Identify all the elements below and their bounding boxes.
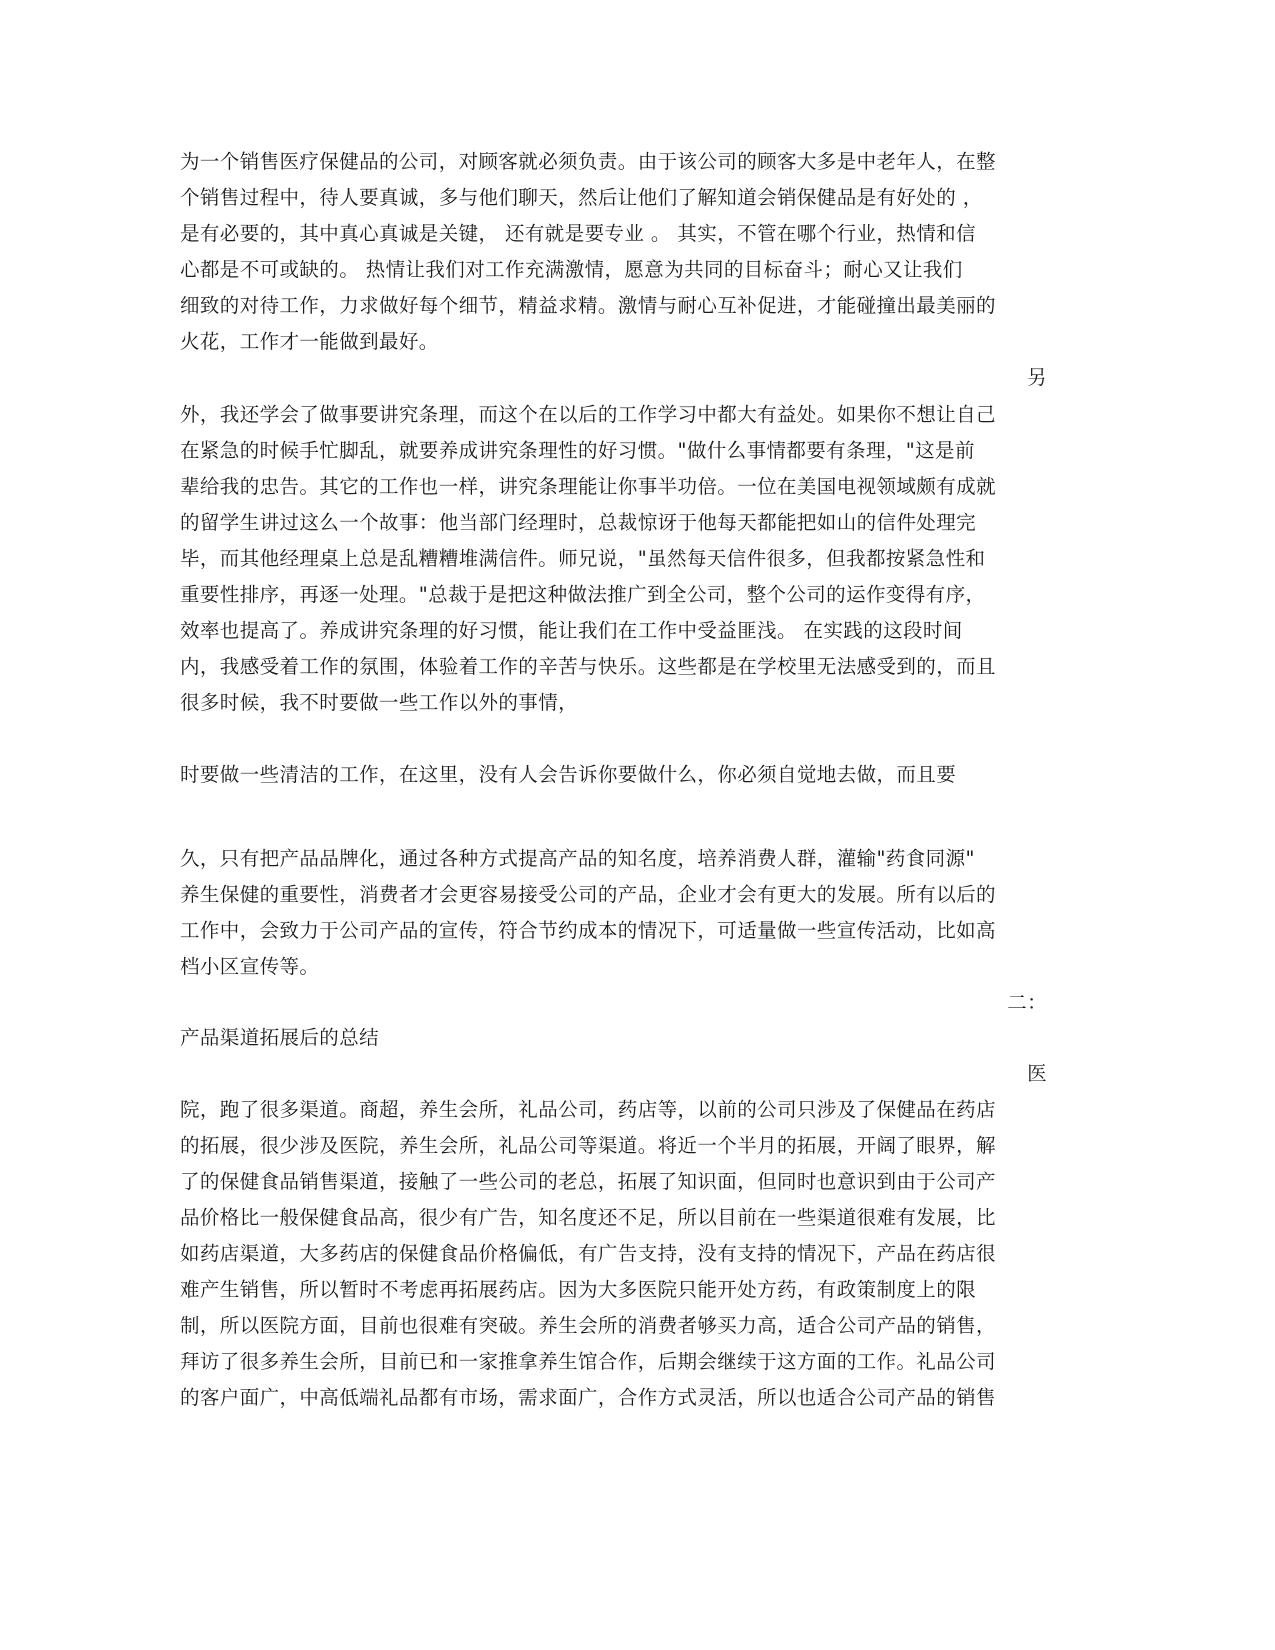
text-line: 档小区宣传等。 [180, 955, 320, 978]
text-line: 很多时候，我不时要做一些工作以外的事情， [180, 691, 579, 714]
text-line: 工作中，会致力于公司产品的宣传，符合节约成本的情况下，可适量做一些宣传活动，比如高 [180, 919, 996, 942]
text-line: 的拓展，很少涉及医院，养生会所，礼品公司等渠道。将近一个半月的拓展，开阔了眼界，解 [180, 1134, 996, 1157]
text-line: 在紧急的时候手忙脚乱，就要养成讲究条理性的好习惯。"做什么事情都要有条理，"这是前 [180, 439, 975, 462]
text-line: 为一个销售医疗保健品的公司，对顾客就必须负责。由于该公司的顾客大多是中老年人，在整 [180, 150, 996, 173]
text-line: 了的保健食品销售渠道，接触了一些公司的老总，拓展了知识面，但同时也意识到由于公司产 [180, 1170, 996, 1193]
paragraph-3: 时要做一些清洁的工作，在这里，没有人会告诉你要做什么，你必须自觉地去做，而且要 [180, 763, 957, 786]
text-line: 细致的对待工作，力求做好每个细节，精益求精。激情与耐心互补促进，才能碰撞出最美丽的 [180, 294, 996, 317]
text-line: 制，所以医院方面，目前也很难有突破。养生会所的消费者够买力高，适合公司产品的销售， [180, 1314, 996, 1337]
text-line: 重要性排序，再逐一处理。"总裁于是把这种做法推广到全公司，整个公司的运作变得有序， [180, 583, 986, 606]
text-line: 辈给我的忠告。其它的工作也一样，讲究条理能让你事半功倍。一位在美国电视领域颇有成就 [180, 475, 996, 498]
text-line: 难产生销售，所以暂时不考虑再拓展药店。因为大多医院只能开处方药，有政策制度上的限 [180, 1278, 977, 1301]
text-line: 养生保健的重要性，消费者才会更容易接受公司的产品，企业才会有更大的发展。所有以后的 [180, 883, 996, 906]
text-line: 久，只有把产品品牌化，通过各种方式提高产品的知名度，培养消费人群，灌输"药食同源" [180, 847, 975, 870]
text-line: 毕，而其他经理桌上总是乱糟糟堆满信件。师兄说，"虽然每天信件很多，但我都按紧急性和 [180, 547, 986, 570]
text-line: 个销售过程中，待人要真诚，多与他们聊天，然后让他们了解知道会销保健品是有好处的 ， [180, 186, 983, 209]
text-line: 是有必要的，其中真心真诚是关键， 还有就是要专业 。 其实，不管在哪个行业，热情和信 [180, 222, 976, 245]
text-line: 如药店渠道，大多药店的保健食品价格偏低，有广告支持，没有支持的情况下，产品在药店很 [180, 1242, 996, 1265]
text-line: 院，跑了很多渠道。商超，养生会所，礼品公司，药店等，以前的公司只涉及了保健品在药店 [180, 1098, 996, 1121]
text-line: 效率也提高了。养成讲究条理的好习惯，能让我们在工作中受益匪浅。 在实践的这段时间 [180, 619, 963, 642]
text-line: 火花，工作才一能做到最好。 [180, 330, 439, 353]
text-line: 品价格比一般保健食品高，很少有广告，知名度还不足，所以目前在一些渠道很难有发展，比 [180, 1206, 996, 1229]
text-line: 的客户面广，中高低端礼品都有市场，需求面广，合作方式灵活，所以也适合公司产品的销售 [180, 1386, 996, 1409]
section-2-title: 产品渠道拓展后的总结 [180, 1026, 380, 1049]
text-line: 内，我感受着工作的氛围，体验着工作的辛苦与快乐。这些都是在学校里无法感受到的，而且 [180, 655, 996, 678]
text-line: 的留学生讲过这么一个故事：他当部门经理时，总裁惊讶于他每天都能把如山的信件处理完 [180, 511, 977, 534]
paragraph-lead-char: 另 [1027, 366, 1047, 389]
section-2-number: 二： [1007, 991, 1047, 1014]
text-line: 外，我还学会了做事要讲究条理，而这个在以后的工作学习中都大有益处。如果你不想让自己 [180, 403, 996, 426]
text-line: 心都是不可或缺的。 热情让我们对工作充满激情，愿意为共同的目标奋斗；耐心又让我们 [180, 258, 963, 281]
paragraph-lead-char: 医 [1027, 1062, 1047, 1085]
text-line: 拜访了很多养生会所，目前已和一家推拿养生馆合作，后期会继续于这方面的工作。礼品公司 [180, 1350, 996, 1373]
